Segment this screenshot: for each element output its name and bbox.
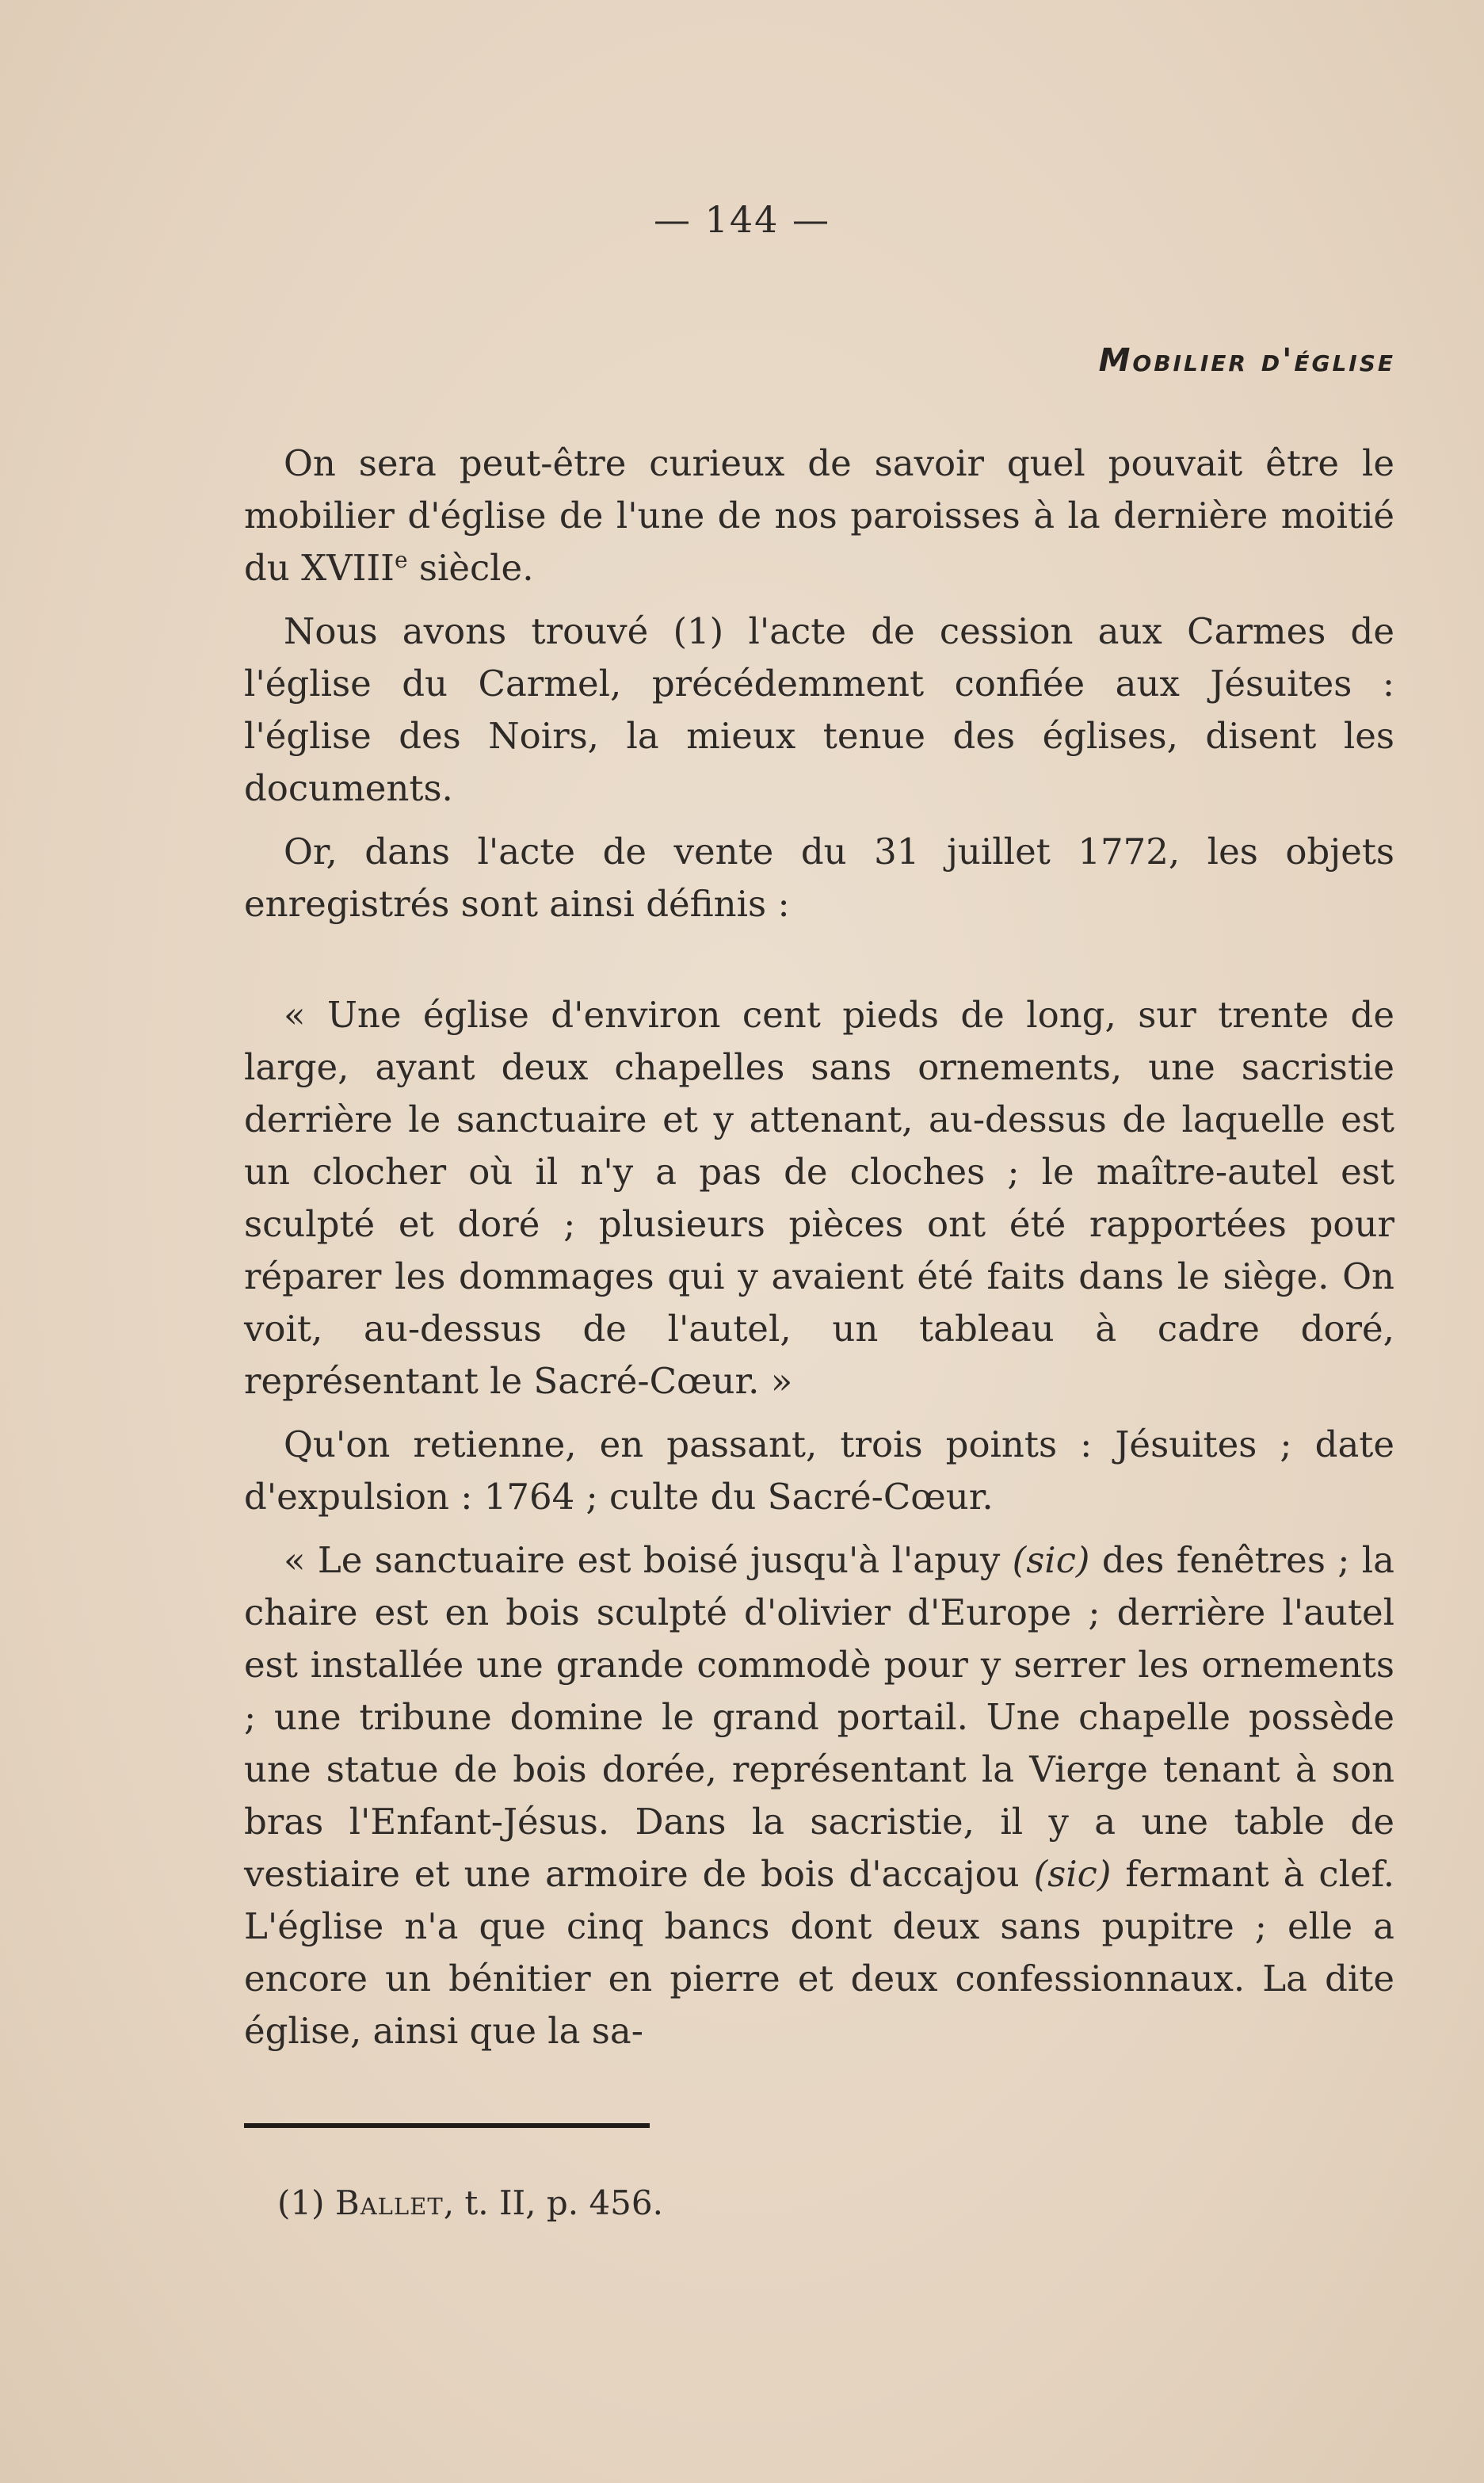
- footnote-reference: , t. II, p. 456.: [443, 2183, 663, 2222]
- paragraph-3: Or, dans l'acte de vente du 31 juillet 1772, les objets enregistrés sont ainsi définis :: [244, 831, 1394, 925]
- footnote-marker: (1): [277, 2183, 335, 2222]
- century-superscript: e: [394, 547, 408, 573]
- paragraph-2: Nous avons trouvé (1) l'acte de cession aux Carmes de l'église du Carmel, précédemment confiée aux Jésuites : l'église des Noirs, la mieux tenue des églises, disent les documents.: [244, 610, 1394, 809]
- paragraph-1-text: On sera peut-être curieux de savoir quel pouvait être le mobilier d'église de l'une de nos paroisses à la dernière moitié du XVIII: [244, 442, 1394, 589]
- paragraph-5: Qu'on retienne, en passant, trois points : Jésuites ; date d'expulsion : 1764 ; culte du Sacré-Cœur.: [244, 1423, 1394, 1518]
- paragraph-4-quote: « Une église d'environ cent pieds de long, sur trente de large, ayant deux chapelles sans ornements, une sacristie derrière le sanctuaire et y attenant, au-dessus de laquelle est un clocher où il n'y a pas de cloches ; le maître-autel est sculpté et doré ; plusieurs pièces ont été rapportées pour réparer les dommages qui y avaient été faits dans le siège. On voit, au-dessus de l'autel, un tableau à cadre doré, représentant le Sacré-Cœur. »: [244, 994, 1394, 1402]
- paragraph-6-part-c: fermant à clef. L'église n'a que cinq bancs dont deux sans pupitre ; elle a encore un bénitier en pierre et deux confessionnaux. La dite église, ainsi que la sa-: [244, 1853, 1394, 2052]
- paragraph-6-part-b: des fenêtres ; la chaire est en bois sculpté d'olivier d'Europe ; derrière l'autel est installée une grande commodè pour y serrer les ornements ; une tribune domine le grand portail. Une chapelle possède une statue de bois dorée, représentant la Vierge tenant à son bras l'Enfant-Jésus. Dans la sacristie, il y a une table de vestiaire et une armoire de bois d'accajou: [244, 1539, 1394, 1895]
- paragraph-1-end: siècle.: [407, 547, 534, 589]
- body-text: [244, 437, 1394, 2057]
- paragraph-1: [244, 437, 1394, 594]
- running-head: Mobilier d'église: [1098, 342, 1395, 379]
- paragraph-6-quote: [244, 1534, 1394, 2057]
- sic-mark: (sic): [1033, 1853, 1112, 1895]
- sic-mark: (sic): [1012, 1539, 1090, 1581]
- footnote: [277, 2183, 663, 2222]
- footnote-divider: [244, 2123, 650, 2128]
- page-number: — 144 —: [653, 198, 831, 241]
- paragraph-6-part-a: « Le sanctuaire est boisé jusqu'à l'apuy: [284, 1539, 1013, 1581]
- footnote-author: Ballet: [334, 2183, 444, 2222]
